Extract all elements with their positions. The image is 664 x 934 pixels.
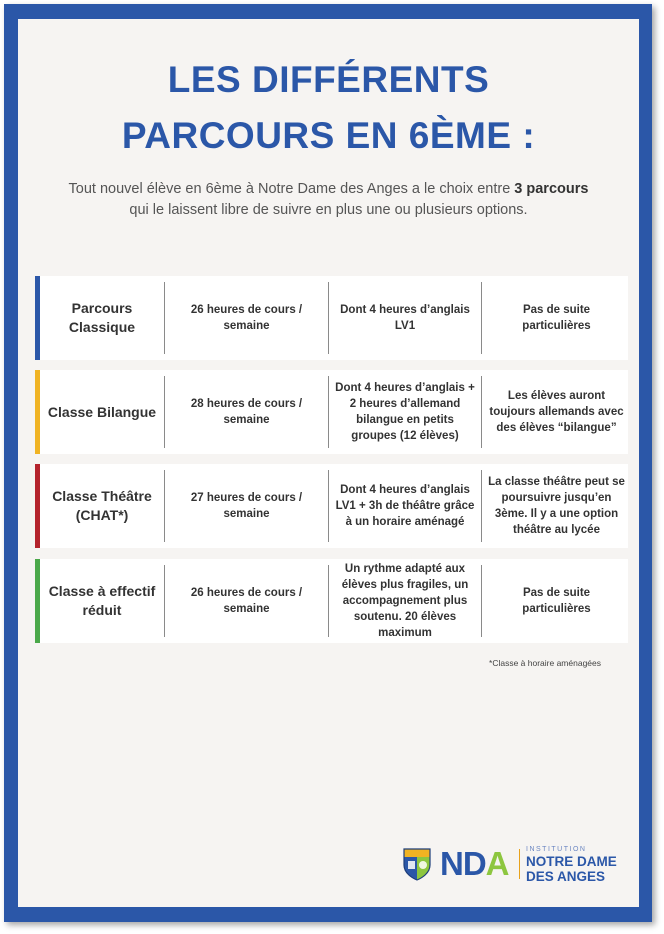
parcours-hours: 28 heures de cours / semaine	[190, 398, 303, 426]
intro-text	[28, 179, 629, 221]
parcours-suite: La classe théâtre peut se poursuivre jusqu’en 3ème. Il y a une option théâtre au lycée	[488, 476, 625, 536]
logo-acronym-a: A	[485, 845, 509, 882]
intro-bold: 3 parcours	[514, 181, 589, 197]
parcours-name: Classe Théâtre (CHAT*)	[52, 488, 152, 523]
parcours-suite: Pas de suite particulières	[522, 304, 591, 332]
parcours-suite: Pas de suite particulières	[522, 587, 591, 615]
parcours-row-theatre	[35, 464, 628, 548]
title-line-2: PARCOURS EN 6ÈME :	[121, 115, 536, 156]
parcours-hours: 26 heures de cours / semaine	[190, 587, 303, 615]
parcours-name: Parcours Classique	[68, 300, 136, 335]
logo-name-line-1: NOTRE DAME	[526, 854, 617, 869]
parcours-detail: Dont 4 heures d’anglais LV1	[340, 304, 470, 332]
school-logo	[402, 845, 632, 885]
logo-name-line-2: DES ANGES	[526, 869, 606, 884]
parcours-name: Classe Bilangue	[47, 403, 157, 420]
title-line-1: LES DIFFÉRENTS	[167, 59, 490, 100]
intro-part-2: qui le laissent libre de suivre en plus une ou plusieurs options.	[129, 202, 528, 218]
page-content	[18, 19, 639, 907]
parcours-detail: Dont 4 heures d’anglais LV1 + 3h de théâtre grâce à un horaire aménagé	[335, 484, 475, 528]
parcours-detail: Dont 4 heures d’anglais + 2 heures d’allemand bilangue en petits groupes (12 élèves)	[335, 382, 475, 442]
logo-acronym-nd: ND	[440, 845, 486, 882]
page-title	[18, 52, 639, 164]
logo-acronym	[440, 845, 509, 883]
parcours-detail: Un rythme adapté aux élèves plus fragiles, un accompagnement plus soutenu. 20 élèves maximum	[341, 563, 469, 639]
school-shield-icon	[402, 847, 432, 881]
logo-wordmark	[526, 845, 617, 884]
logo-divider	[519, 849, 520, 879]
parcours-row-reduit	[35, 559, 628, 643]
parcours-row-classique	[35, 276, 628, 360]
parcours-suite: Les élèves auront toujours allemands avec des élèves “bilangue”	[489, 390, 624, 434]
logo-institution: INSTITUTION	[526, 846, 587, 853]
parcours-row-bilangue	[35, 370, 628, 454]
parcours-hours: 27 heures de cours / semaine	[190, 492, 303, 520]
parcours-name: Classe à effectif réduit	[48, 583, 156, 618]
parcours-hours: 26 heures de cours / semaine	[190, 304, 303, 332]
page-frame	[4, 4, 652, 922]
footnote: *Classe à horaire aménagées	[489, 658, 601, 668]
intro-part-1: Tout nouvel élève en 6ème à Notre Dame des Anges a le choix entre	[68, 181, 515, 197]
